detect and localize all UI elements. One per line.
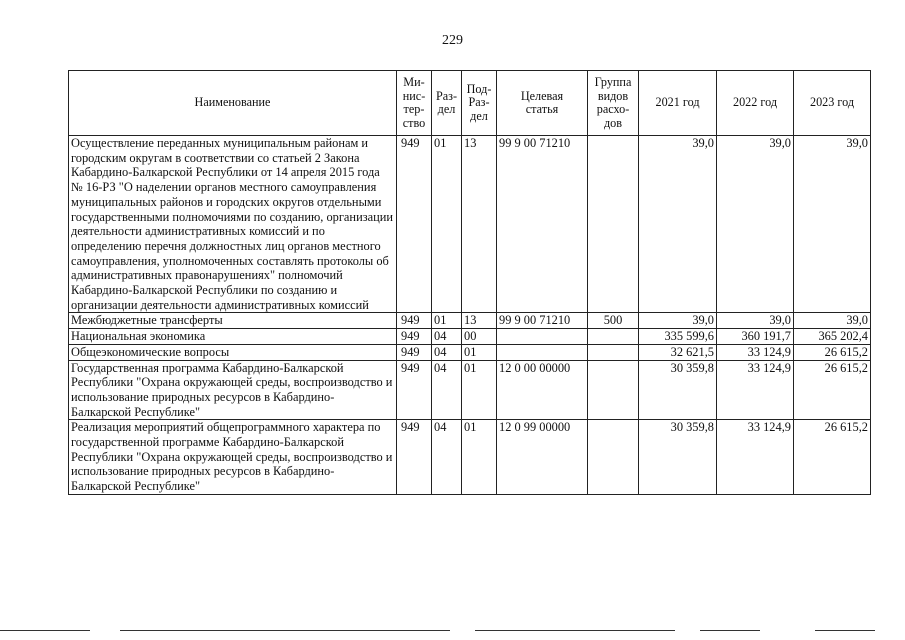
- row-2023: 39,0: [794, 313, 871, 329]
- row-group: [588, 344, 639, 360]
- row-name: Межбюджетные трансферты: [69, 313, 397, 329]
- row-2022: 33 124,9: [717, 344, 794, 360]
- table-row: [69, 313, 871, 329]
- row-2022: 33 124,9: [717, 420, 794, 495]
- bottom-line: [475, 630, 675, 631]
- row-subsection: 01: [462, 420, 497, 495]
- row-2023: 26 615,2: [794, 344, 871, 360]
- row-2023: 26 615,2: [794, 360, 871, 420]
- header-target: Целевая статья: [497, 71, 588, 136]
- row-name: Реализация мероприятий общепрограммного характера по государственной программе Кабардино-Балкарской Республики "Охрана окружающей среды, воспроизводство и использование природных ресурсов в Кабардино-Балкарской Республике": [69, 420, 397, 495]
- page-number: 229: [442, 33, 463, 48]
- header-expense-group: Группа видов расхо- дов: [588, 71, 639, 136]
- header-name: Наименование: [69, 71, 397, 136]
- table-row: [69, 344, 871, 360]
- row-ministry: 949: [397, 329, 432, 345]
- row-2022: 360 191,7: [717, 329, 794, 345]
- row-name: Национальная экономика: [69, 329, 397, 345]
- row-section: 04: [432, 420, 462, 495]
- row-2021: 30 359,8: [639, 360, 717, 420]
- row-group: [588, 420, 639, 495]
- row-group: [588, 360, 639, 420]
- row-group: 500: [588, 313, 639, 329]
- row-target: 99 9 00 71210: [497, 313, 588, 329]
- row-ministry: 949: [397, 420, 432, 495]
- row-target: 12 0 00 00000: [497, 360, 588, 420]
- row-2021: 39,0: [639, 136, 717, 313]
- row-subsection: 01: [462, 344, 497, 360]
- row-target: [497, 329, 588, 345]
- row-2021: 30 359,8: [639, 420, 717, 495]
- row-section: 04: [432, 344, 462, 360]
- bottom-line: [0, 630, 90, 631]
- row-ministry: 949: [397, 313, 432, 329]
- table-row: [69, 329, 871, 345]
- row-name: Государственная программа Кабардино-Балкарской Республики "Охрана окружающей среды, воспроизводство и использование природных ресурсов в Кабардино-Балкарской Республике": [69, 360, 397, 420]
- bottom-line: [700, 630, 760, 631]
- header-2022: 2022 год: [717, 71, 794, 136]
- row-2021: 32 621,5: [639, 344, 717, 360]
- row-group: [588, 329, 639, 345]
- table-row: [69, 360, 871, 420]
- row-group: [588, 136, 639, 313]
- budget-table: [68, 70, 871, 495]
- header-subsection: Под- Раз- дел: [462, 71, 497, 136]
- row-2023: 26 615,2: [794, 420, 871, 495]
- row-2022: 33 124,9: [717, 360, 794, 420]
- row-section: 04: [432, 329, 462, 345]
- row-ministry: 949: [397, 360, 432, 420]
- row-2023: 365 202,4: [794, 329, 871, 345]
- row-name: Общеэкономические вопросы: [69, 344, 397, 360]
- row-section: 01: [432, 136, 462, 313]
- row-target: 12 0 99 00000: [497, 420, 588, 495]
- table-row: [69, 420, 871, 495]
- row-2021: 39,0: [639, 313, 717, 329]
- bottom-line: [120, 630, 450, 631]
- row-2023: 39,0: [794, 136, 871, 313]
- row-target: 99 9 00 71210: [497, 136, 588, 313]
- header-ministry: Ми- нис- тер- ство: [397, 71, 432, 136]
- row-target: [497, 344, 588, 360]
- row-2022: 39,0: [717, 313, 794, 329]
- row-subsection: 00: [462, 329, 497, 345]
- row-subsection: 13: [462, 313, 497, 329]
- table-row: [69, 136, 871, 313]
- row-2022: 39,0: [717, 136, 794, 313]
- row-subsection: 01: [462, 360, 497, 420]
- row-section: 01: [432, 313, 462, 329]
- table-header-row: [69, 71, 871, 136]
- row-ministry: 949: [397, 344, 432, 360]
- row-name: Осуществление переданных муниципальным районам и городским округам в соответствии со статьей 2 Закона Кабардино-Балкарской Республики от 14 апреля 2015 года № 16-РЗ "О наделении органов местного самоуправления муниципальных районов и городских округов отдельными государственными полномочиями по созданию, организации деятельности административных комиссий и по определению перечня должностных лиц органов местного самоуправления, уполномоченных составлять протоколы об административных правонарушениях" полномочий Кабардино-Балкарской Республики по созданию и организации деятельности административных комиссий: [69, 136, 397, 313]
- page-bottom-edge: [0, 630, 905, 634]
- header-2021: 2021 год: [639, 71, 717, 136]
- header-2023: 2023 год: [794, 71, 871, 136]
- row-ministry: 949: [397, 136, 432, 313]
- bottom-line: [815, 630, 875, 631]
- row-section: 04: [432, 360, 462, 420]
- row-subsection: 13: [462, 136, 497, 313]
- header-section: Раз- дел: [432, 71, 462, 136]
- row-2021: 335 599,6: [639, 329, 717, 345]
